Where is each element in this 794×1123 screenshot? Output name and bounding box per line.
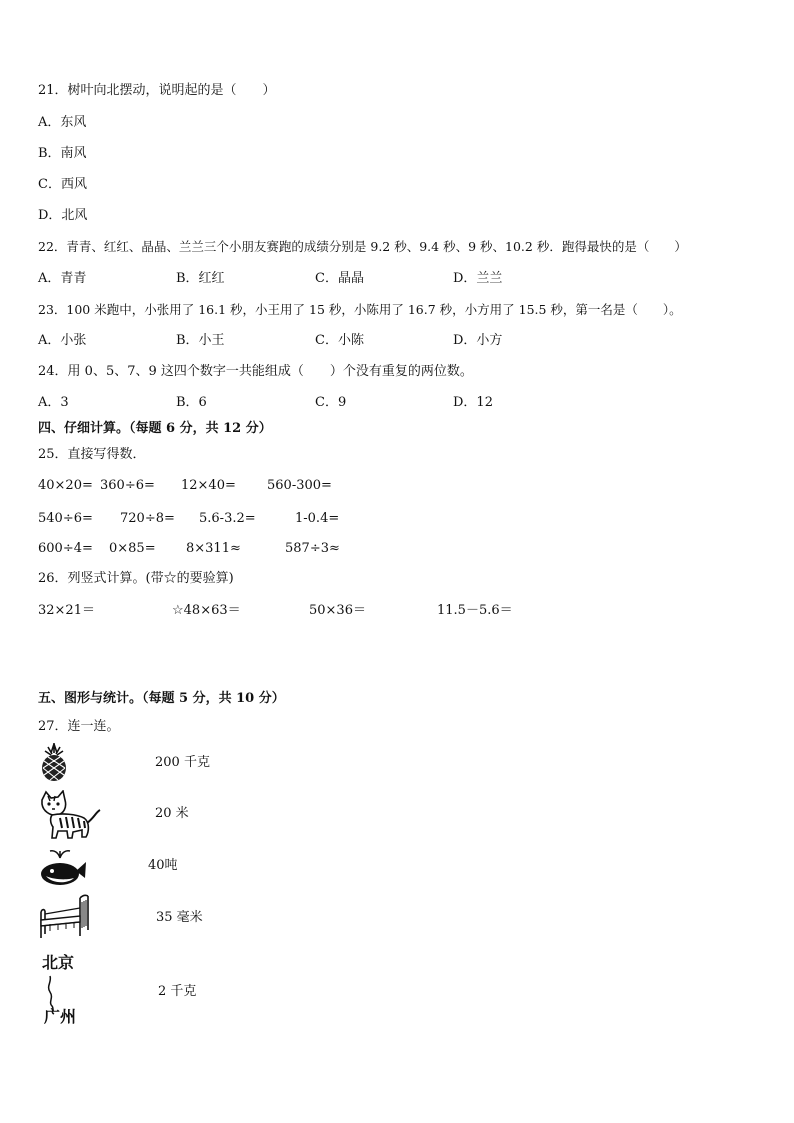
q27-answer-3: 40吨 xyxy=(148,858,178,873)
q23-option-d: D．小方 xyxy=(453,333,503,348)
q26-item-1: 32×21＝ xyxy=(38,603,95,618)
q25-r1-c3: 12×40= xyxy=(181,478,236,493)
q24-option-d: D．12 xyxy=(453,395,493,410)
q23-option-a: A．小张 xyxy=(38,333,87,348)
q25-r3-c4: 587÷3≈ xyxy=(285,541,340,556)
q25-r1-c2: 360÷6= xyxy=(100,478,155,493)
q21-option-d: D．北风 xyxy=(38,208,88,223)
q25-r2-c3: 5.6-3.2= xyxy=(199,511,256,526)
q25-r2-c2: 720÷8= xyxy=(120,511,175,526)
q27-stem: 27．连一连。 xyxy=(38,719,120,734)
beijing-guangzhou-map xyxy=(40,950,84,1032)
map-city-beijing: 北京 xyxy=(42,953,75,972)
q23-option-b: B．小王 xyxy=(176,333,225,348)
q23-option-c: C．小陈 xyxy=(315,333,364,348)
q23-stem: 23．100 米跑中，小张用了 16.1 秒，小王用了 15 秒，小陈用了 16.7 秒，小方用了 15.5 秒，第一名是（ ）。 xyxy=(38,302,682,317)
q25-r1-c4: 560-300= xyxy=(267,478,332,493)
q27-answer-1: 200 千克 xyxy=(155,755,210,770)
q27-answer-2: 20 米 xyxy=(155,806,189,821)
section-4-heading: 四、仔细计算。（每题 6 分，共 12 分） xyxy=(38,421,272,436)
whale-image xyxy=(38,848,88,886)
q26-item-4: 11.5－5.6＝ xyxy=(437,603,513,618)
q25-r3-c2: 0×85= xyxy=(109,541,156,556)
q25-r3-c3: 8×311≈ xyxy=(186,541,241,556)
q25-r1-c1: 40×20= xyxy=(38,478,93,493)
tiger-image xyxy=(38,790,102,840)
q24-option-b: B．6 xyxy=(176,395,207,410)
q22-option-a: A．青青 xyxy=(38,271,87,286)
q21-option-b: B．南风 xyxy=(38,146,87,161)
q21-option-a: A．东风 xyxy=(38,115,87,130)
q24-option-a: A．3 xyxy=(38,395,69,410)
q22-option-d: D．兰兰 xyxy=(453,271,503,286)
q25-r2-c4: 1-0.4= xyxy=(295,511,340,526)
q22-stem: 22．青青、红红、晶晶、兰兰三个小朋友赛跑的成绩分别是 9.2 秒、9.4 秒、9 秒、10.2 秒．跑得最快的是（ ） xyxy=(38,239,687,254)
q26-stem: 26．列竖式计算。(带☆的要验算) xyxy=(38,571,234,586)
q22-option-b: B．红红 xyxy=(176,271,225,286)
q25-r2-c1: 540÷6= xyxy=(38,511,93,526)
section-5-heading: 五、图形与统计。（每题 5 分，共 10 分） xyxy=(38,691,285,706)
map-city-guangzhou: 广州 xyxy=(44,1007,77,1026)
q24-stem: 24．用 0、5、7、9 这四个数字一共能组成（ ）个没有重复的两位数。 xyxy=(38,364,473,379)
q24-option-c: C．9 xyxy=(315,395,347,410)
q21-option-c: C．西风 xyxy=(38,177,87,192)
q25-stem: 25．直接写得数． xyxy=(38,447,146,462)
bed-image xyxy=(38,894,90,940)
q26-item-2: ☆48×63＝ xyxy=(172,603,241,618)
q26-item-3: 50×36＝ xyxy=(309,603,366,618)
q22-option-c: C．晶晶 xyxy=(315,271,364,286)
q25-r3-c1: 600÷4= xyxy=(38,541,93,556)
pineapple-image xyxy=(38,742,70,782)
q27-answer-4: 35 毫米 xyxy=(156,910,203,925)
q27-answer-5: 2 千克 xyxy=(158,984,197,999)
q21-stem: 21．树叶向北摆动，说明起的是（ ） xyxy=(38,83,276,98)
